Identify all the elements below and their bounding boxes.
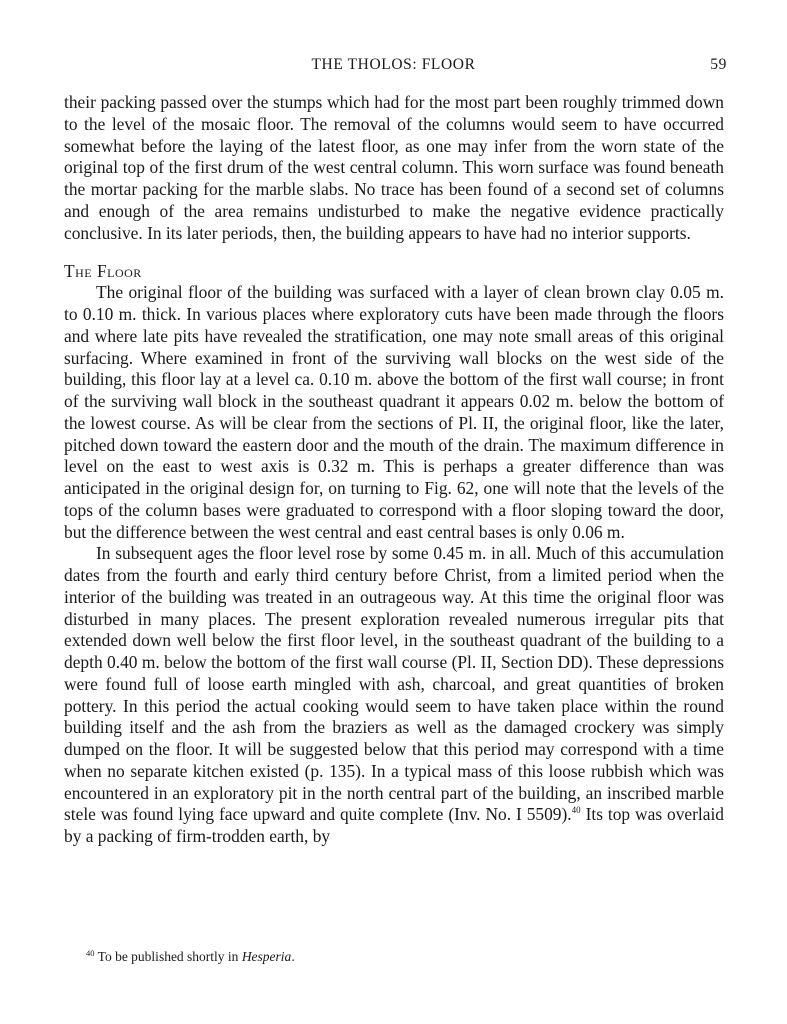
paragraph-1: their packing passed over the stumps which had for the most part been roughly trimmed down to the level of the mosaic floor. The removal of the columns would seem to have occurred somewhat before the laying of the latest floor, as one may infer from the worn state of the original top of the first drum of the west central column. This worn surface was found beneath the mortar packing for the marble slabs. No trace has been found of a second set of columns and enough of the area remains undisturbed to make the negative evidence practically conclusive. In its later periods, then, the building appears to have had no interior supports. [64, 92, 724, 243]
footnote-marker: 40 [86, 948, 95, 958]
paragraph-2: The original floor of the building was surfaced with a layer of clean brown clay 0.05 m. to 0.10 m. thick. In various places where exploratory cuts have been made through the floors and where late pits have revealed the stratification, one may note small areas of this original surfacing. Where examined in front of the surviving wall blocks on the west side of the building, this floor lay at a level ca. 0.10 m. above the bottom of the first wall course; in front of the surviving wall block in the southeast quadrant it appears 0.02 m. below the bottom of the lowest course. As will be clear from the sections of Pl. II, the original floor, like the later, pitched down toward the eastern door and the mouth of the drain. The maximum difference in level on the east to west axis is 0.32 m. This is perhaps a greater difference than was anticipated in the original design for, on turning to Fig. 62, one will note that the levels of the tops of the column bases were graduated to correspond with a floor sloping toward the door, but the difference between the west central and east central bases is only 0.06 m. [64, 282, 724, 542]
running-title: THE THOLOS: FLOOR [311, 56, 476, 73]
footnote [86, 949, 295, 965]
footnote-reference[interactable]: 40 [571, 805, 581, 816]
paragraph-3 [64, 543, 724, 848]
section-heading: The Floor [64, 261, 142, 282]
body-text [64, 92, 724, 848]
page-number: 59 [710, 56, 727, 73]
footnote-end: . [291, 949, 295, 964]
footnote-journal: Hesperia [241, 949, 292, 964]
footnote-text: To be published shortly in [97, 949, 242, 964]
paragraph-3-text: In subsequent ages the floor level rose by some 0.45 m. in all. Much of this accumulation dates from the fourth and early third century before Christ, from a limited period when the interior of the building was treated in an outrageous way. At this time the original floor was disturbed in many places. The present exploration revealed numerous irregular pits that extended down well below the first floor level, in the southeast quadrant of the building to a depth 0.40 m. below the bottom of the first wall course (Pl. II, Section DD). These depressions were found full of loose earth mingled with ash, charcoal, and great quantities of broken pottery. In this period the actual cooking would seem to have taken place within the round building itself and the ash from the braziers as well as the damaged crockery was simply dumped on the floor. It will be suggested below that this period may correspond with a time when no separate kitchen existed (p. 135). In a typical mass of this loose rubbish which was encountered in an exploratory pit in the north central part of the building, an inscribed marble stele was found lying face upward and quite complete (Inv. No. I 5509). [64, 543, 724, 825]
paragraph-3-tail: Its top was overlaid by a packing of firm-trodden earth, by [64, 804, 724, 846]
